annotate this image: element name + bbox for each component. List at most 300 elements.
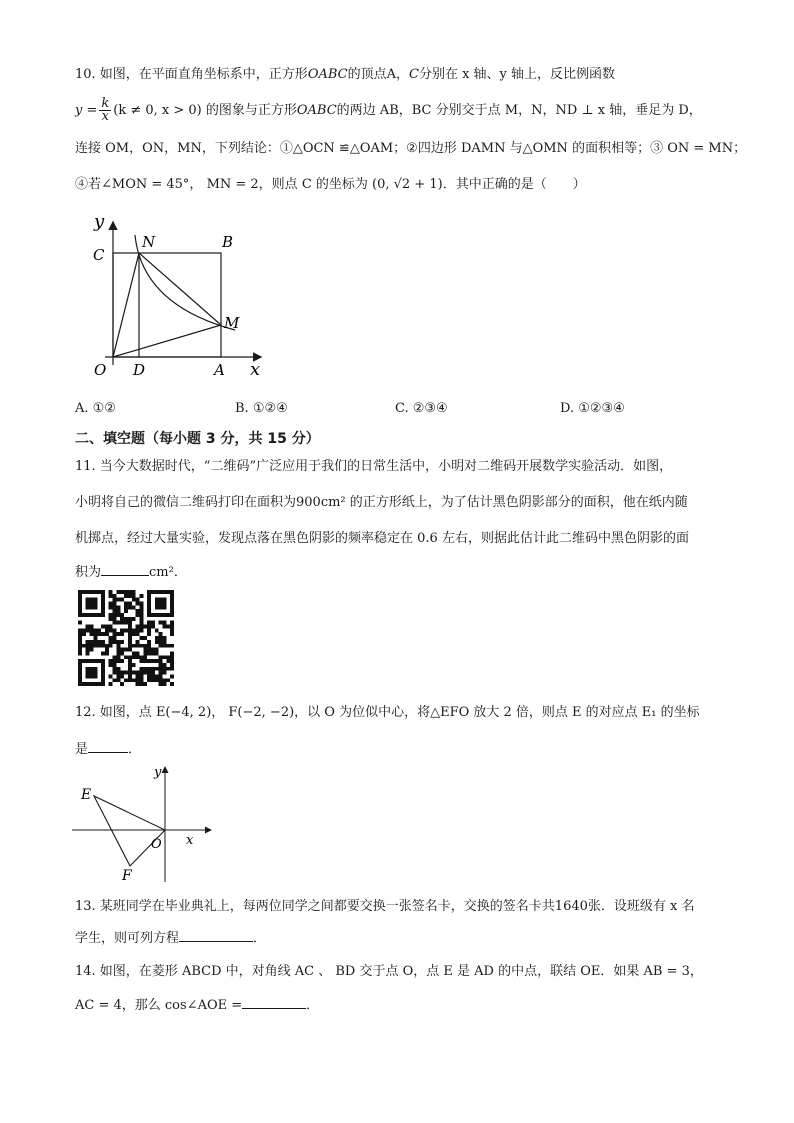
qr-module xyxy=(170,621,174,625)
qr-module xyxy=(151,671,155,675)
qr-module xyxy=(136,678,140,682)
qr-module xyxy=(109,636,113,640)
qr-module xyxy=(170,674,174,678)
qr-module xyxy=(93,640,97,644)
qr-module xyxy=(93,605,97,609)
qr-module xyxy=(101,678,105,682)
qr-module xyxy=(147,651,151,655)
segment-om xyxy=(113,325,221,357)
qr-module xyxy=(143,644,147,648)
qr-module xyxy=(78,602,82,606)
qr-module xyxy=(132,628,136,632)
qr-module xyxy=(93,636,97,640)
qr-module xyxy=(151,651,155,655)
qr-module xyxy=(128,644,132,648)
qr-module xyxy=(90,659,94,663)
qr-module xyxy=(97,628,101,632)
qr-module xyxy=(143,682,147,686)
q11-line1: 11. 当今大数据时代，“二维码”广泛应用于我们的日常生活中，小明对二维码开展数学实验活动．如图， xyxy=(75,459,673,474)
qr-module xyxy=(78,640,82,644)
qr-module xyxy=(78,621,82,625)
qr-module xyxy=(116,605,120,609)
qr-module xyxy=(170,667,174,671)
qr-module xyxy=(78,659,82,663)
qr-module xyxy=(113,667,117,671)
qr-module xyxy=(170,644,174,648)
qr-module xyxy=(170,613,174,617)
qr-module xyxy=(116,674,120,678)
qr-module xyxy=(109,625,113,629)
segment-on xyxy=(113,253,139,357)
q12-text: ． xyxy=(128,742,142,757)
qr-module xyxy=(155,628,159,632)
label-f: F xyxy=(122,868,132,884)
q12-line2 xyxy=(75,740,141,759)
qr-module xyxy=(116,632,120,636)
qr-module xyxy=(78,609,82,613)
qr-module xyxy=(143,651,147,655)
qr-module xyxy=(159,632,163,636)
qr-module xyxy=(97,632,101,636)
qr-module xyxy=(170,655,174,659)
qr-module xyxy=(139,671,143,675)
qr-module xyxy=(139,625,143,629)
qr-module xyxy=(155,613,159,617)
qr-module xyxy=(128,671,132,675)
qr-module xyxy=(120,617,124,621)
qr-module xyxy=(86,598,90,602)
qr-module xyxy=(90,605,94,609)
qr-module xyxy=(139,678,143,682)
choice-a[interactable]: A. ①② xyxy=(75,401,116,416)
qr-module xyxy=(93,602,97,606)
qr-module xyxy=(113,594,117,598)
qr-module xyxy=(90,598,94,602)
qr-module xyxy=(147,667,151,671)
qr-module xyxy=(78,671,82,675)
qr-module xyxy=(120,671,124,675)
qr-module xyxy=(147,605,151,609)
qr-module xyxy=(139,617,143,621)
qr-module xyxy=(166,659,170,663)
qr-module xyxy=(151,678,155,682)
qr-module xyxy=(90,628,94,632)
qr-module xyxy=(155,674,159,678)
qr-module xyxy=(162,667,166,671)
qr-module xyxy=(155,602,159,606)
q11-line4 xyxy=(75,563,187,582)
qr-module xyxy=(93,644,97,648)
qr-module xyxy=(113,636,117,640)
qr-module xyxy=(147,628,151,632)
qr-module xyxy=(139,628,143,632)
qr-module xyxy=(143,659,147,663)
qr-module xyxy=(128,605,132,609)
qr-module xyxy=(124,678,128,682)
qr-module xyxy=(132,671,136,675)
qr-module xyxy=(124,590,128,594)
qr-module xyxy=(128,590,132,594)
qr-module xyxy=(86,671,90,675)
qr-module xyxy=(116,655,120,659)
qr-module xyxy=(147,594,151,598)
qr-module xyxy=(162,663,166,667)
qr-module xyxy=(170,609,174,613)
qr-module xyxy=(124,655,128,659)
qr-module xyxy=(93,674,97,678)
qr-module xyxy=(113,632,117,636)
qr-module xyxy=(139,644,143,648)
qr-module xyxy=(136,640,140,644)
qr-module xyxy=(128,667,132,671)
qr-module xyxy=(143,671,147,675)
qr-module xyxy=(120,598,124,602)
qr-module xyxy=(159,621,163,625)
qr-module xyxy=(120,682,124,686)
qr-module xyxy=(136,598,140,602)
qr-module xyxy=(147,671,151,675)
qr-module xyxy=(109,617,113,621)
qr-module xyxy=(151,590,155,594)
qr-module xyxy=(101,590,105,594)
qr-module xyxy=(170,663,174,667)
q10-line4: ④若∠MON = 45°， MN = 2，则点 C 的坐标为 (0, √2 + 1)．其中正确的是（ ） xyxy=(75,177,586,192)
qr-module xyxy=(132,590,136,594)
qr-module xyxy=(124,671,128,675)
q12-figure xyxy=(70,762,220,890)
label-c: C xyxy=(93,246,105,264)
qr-module xyxy=(159,655,163,659)
qr-module xyxy=(139,609,143,613)
q12-answer-blank[interactable] xyxy=(88,740,128,753)
qr-module xyxy=(139,621,143,625)
qr-module xyxy=(136,644,140,648)
qr-module xyxy=(139,655,143,659)
qr-module xyxy=(78,678,82,682)
qr-module xyxy=(78,682,82,686)
qr-module xyxy=(159,671,163,675)
qr-module xyxy=(155,640,159,644)
qr-module xyxy=(120,613,124,617)
q10-text: 的顶点A， xyxy=(347,67,409,82)
qr-module xyxy=(101,609,105,613)
qr-module xyxy=(170,659,174,663)
qr-module xyxy=(162,655,166,659)
q11-text: 积为 xyxy=(75,565,102,580)
choice-c[interactable]: C. ②③④ xyxy=(395,401,448,416)
qr-module xyxy=(109,628,113,632)
qr-module xyxy=(105,625,109,629)
qr-module xyxy=(139,602,143,606)
qr-module xyxy=(116,667,120,671)
qr-module xyxy=(147,640,151,644)
qr-module xyxy=(90,667,94,671)
qr-module xyxy=(86,659,90,663)
qr-module xyxy=(132,678,136,682)
qr-module xyxy=(128,655,132,659)
qr-module xyxy=(90,682,94,686)
qr-module xyxy=(162,644,166,648)
qr-module xyxy=(86,682,90,686)
qr-module xyxy=(166,625,170,629)
qr-module xyxy=(162,636,166,640)
section-title: 二、填空题（每小题 3 分，共 15 分） xyxy=(75,431,320,447)
qr-module xyxy=(159,663,163,667)
qr-module xyxy=(78,644,82,648)
q10-func-y: y = xyxy=(75,103,98,118)
qr-module xyxy=(93,598,97,602)
qr-module xyxy=(128,648,132,652)
qr-module xyxy=(90,671,94,675)
qr-module xyxy=(120,621,124,625)
qr-module xyxy=(147,674,151,678)
qr-module xyxy=(151,667,155,671)
qr-module xyxy=(78,674,82,678)
qr-module xyxy=(109,590,113,594)
qr-module xyxy=(136,628,140,632)
qr-module xyxy=(147,625,151,629)
qr-module xyxy=(124,621,128,625)
qr-module xyxy=(143,625,147,629)
qr-module xyxy=(162,640,166,644)
qr-module xyxy=(90,640,94,644)
qr-module xyxy=(101,682,105,686)
qr-module xyxy=(101,640,105,644)
choice-d[interactable]: D. ①②③④ xyxy=(560,401,625,416)
q11-answer-blank[interactable] xyxy=(101,563,149,576)
q10-figure xyxy=(80,205,280,385)
qr-module xyxy=(78,605,82,609)
qr-module xyxy=(109,674,113,678)
qr-module xyxy=(86,625,90,629)
qr-module xyxy=(105,632,109,636)
qr-module xyxy=(147,602,151,606)
qr-module xyxy=(136,651,140,655)
qr-module xyxy=(116,651,120,655)
qr-module xyxy=(143,667,147,671)
qr-module xyxy=(124,602,128,606)
q12-text: 是 xyxy=(75,742,89,757)
qr-module xyxy=(162,678,166,682)
qr-module xyxy=(139,682,143,686)
qr-module xyxy=(109,659,113,663)
qr-module xyxy=(136,625,140,629)
qr-module xyxy=(159,644,163,648)
qr-module xyxy=(86,667,90,671)
qr-module xyxy=(166,667,170,671)
qr-module xyxy=(101,659,105,663)
qr-module xyxy=(162,613,166,617)
qr-module xyxy=(166,678,170,682)
qr-module xyxy=(93,628,97,632)
qr-module xyxy=(151,625,155,629)
qr-module xyxy=(147,659,151,663)
qr-module xyxy=(93,682,97,686)
qr-module xyxy=(97,659,101,663)
qr-module xyxy=(120,648,124,652)
label-o: O xyxy=(94,361,107,379)
qr-module xyxy=(170,605,174,609)
qr-module xyxy=(136,674,140,678)
qr-module xyxy=(116,609,120,613)
qr-module xyxy=(166,590,170,594)
qr-module xyxy=(109,663,113,667)
qr-module xyxy=(93,671,97,675)
qr-module xyxy=(86,644,90,648)
qr-module xyxy=(159,605,163,609)
qr-module xyxy=(159,682,163,686)
qr-module xyxy=(109,682,113,686)
q14-answer-blank[interactable] xyxy=(242,996,306,1009)
qr-module xyxy=(147,609,151,613)
fraction-numerator: k xyxy=(101,96,110,111)
qr-module xyxy=(116,590,120,594)
qr-module xyxy=(101,594,105,598)
qr-module xyxy=(90,625,94,629)
label-o: O xyxy=(151,837,162,852)
qr-module xyxy=(151,648,155,652)
qr-module xyxy=(86,640,90,644)
qr-module xyxy=(86,628,90,632)
qr-module xyxy=(124,617,128,621)
qr-module xyxy=(101,613,105,617)
qr-module xyxy=(113,609,117,613)
q10-text: (k ≠ 0, x > 0) 的图象与正方形 xyxy=(113,103,297,118)
qr-module xyxy=(101,667,105,671)
qr-module xyxy=(132,632,136,636)
qr-module xyxy=(155,605,159,609)
choice-b[interactable]: B. ①②④ xyxy=(235,401,288,416)
qr-module xyxy=(132,663,136,667)
qr-module xyxy=(170,625,174,629)
qr-module xyxy=(128,640,132,644)
qr-module xyxy=(93,667,97,671)
qr-module xyxy=(113,655,117,659)
qr-module xyxy=(113,663,117,667)
qr-module xyxy=(116,621,120,625)
qr-module xyxy=(109,605,113,609)
qr-module xyxy=(128,632,132,636)
qr-module xyxy=(82,590,86,594)
qr-module xyxy=(124,628,128,632)
qr-module xyxy=(86,648,90,652)
qr-module xyxy=(101,663,105,667)
q10-text: 10. 如图，在平面直角坐标系中，正方形 xyxy=(75,67,308,82)
qr-module xyxy=(159,667,163,671)
qr-module xyxy=(120,659,124,663)
qr-module xyxy=(159,640,163,644)
qr-module xyxy=(120,590,124,594)
qr-module xyxy=(147,644,151,648)
qr-module xyxy=(86,602,90,606)
qr-module xyxy=(151,674,155,678)
fraction-denominator: x xyxy=(101,109,109,124)
qr-module xyxy=(128,636,132,640)
qr-module xyxy=(128,617,132,621)
q13-text: 学生，则可列方程 xyxy=(75,931,180,946)
q13-text: ． xyxy=(253,931,267,946)
q10-line2 xyxy=(75,98,702,124)
qr-module xyxy=(132,655,136,659)
qr-module xyxy=(128,678,132,682)
label-a: A xyxy=(214,361,225,379)
qr-module xyxy=(97,682,101,686)
q11-line3: 机掷点，经过大量实验，发现点落在黑色阴影的频率稳定在 0.6 左右，则据此估计此二维码中黑色阴影的面 xyxy=(75,531,689,546)
qr-module xyxy=(166,644,170,648)
qr-module xyxy=(78,598,82,602)
qr-module xyxy=(78,636,82,640)
qr-module xyxy=(90,613,94,617)
qr-module xyxy=(155,648,159,652)
qr-module xyxy=(82,682,86,686)
q14-line1: 14. 如图，在菱形 ABCD 中，对角线 AC 、 BD 交于点 O，点 E 是 AD 的中点，联结 OE．如果 AB = 3， xyxy=(75,964,703,979)
qr-module xyxy=(78,613,82,617)
q10-line1 xyxy=(75,66,615,84)
qr-module xyxy=(151,659,155,663)
qr-module xyxy=(105,648,109,652)
qr-module xyxy=(147,613,151,617)
qr-module xyxy=(120,651,124,655)
qr-module xyxy=(128,674,132,678)
qr-module xyxy=(159,602,163,606)
qr-module xyxy=(170,651,174,655)
qr-module xyxy=(139,674,143,678)
qr-module xyxy=(139,636,143,640)
qr-module xyxy=(101,598,105,602)
qr-module xyxy=(162,625,166,629)
qr-module xyxy=(86,605,90,609)
q13-line1: 13. 某班同学在毕业典礼上，每两位同学之间都要交换一张签名卡，交换的签名卡共1640张．设班级有 x 名 xyxy=(75,899,695,914)
qr-module xyxy=(147,621,151,625)
qr-module xyxy=(132,644,136,648)
qr-module xyxy=(90,602,94,606)
qr-module xyxy=(82,613,86,617)
qr-module xyxy=(116,648,120,652)
qr-module xyxy=(78,651,82,655)
q14-line2 xyxy=(75,996,319,1015)
label-d: D xyxy=(133,361,146,379)
qr-module xyxy=(105,628,109,632)
qr-module xyxy=(155,598,159,602)
qr-module xyxy=(143,636,147,640)
qr-module xyxy=(132,598,136,602)
qr-module xyxy=(162,590,166,594)
qr-module xyxy=(109,594,113,598)
qr-module xyxy=(113,659,117,663)
label-y: y xyxy=(94,211,105,232)
segment-mn xyxy=(139,253,221,325)
q10-text: 分别在 x 轴、y 轴上，反比例函数 xyxy=(418,67,616,82)
q13-answer-blank[interactable] xyxy=(179,929,253,942)
label-m: M xyxy=(224,314,240,332)
qr-module xyxy=(132,594,136,598)
qr-module xyxy=(101,632,105,636)
qr-module xyxy=(128,602,132,606)
qr-module xyxy=(170,682,174,686)
qr-module xyxy=(101,605,105,609)
q10-text: 的两边 AB，BC 分别交于点 M，N，ND ⊥ x 轴，垂足为 D， xyxy=(336,103,702,118)
qr-module xyxy=(132,617,136,621)
qr-module xyxy=(86,674,90,678)
qr-module xyxy=(159,590,163,594)
qr-module xyxy=(128,663,132,667)
qr-module xyxy=(116,640,120,644)
qr-module xyxy=(147,678,151,682)
qr-module xyxy=(120,628,124,632)
qr-module xyxy=(139,605,143,609)
qr-module xyxy=(147,590,151,594)
qr-module xyxy=(159,674,163,678)
